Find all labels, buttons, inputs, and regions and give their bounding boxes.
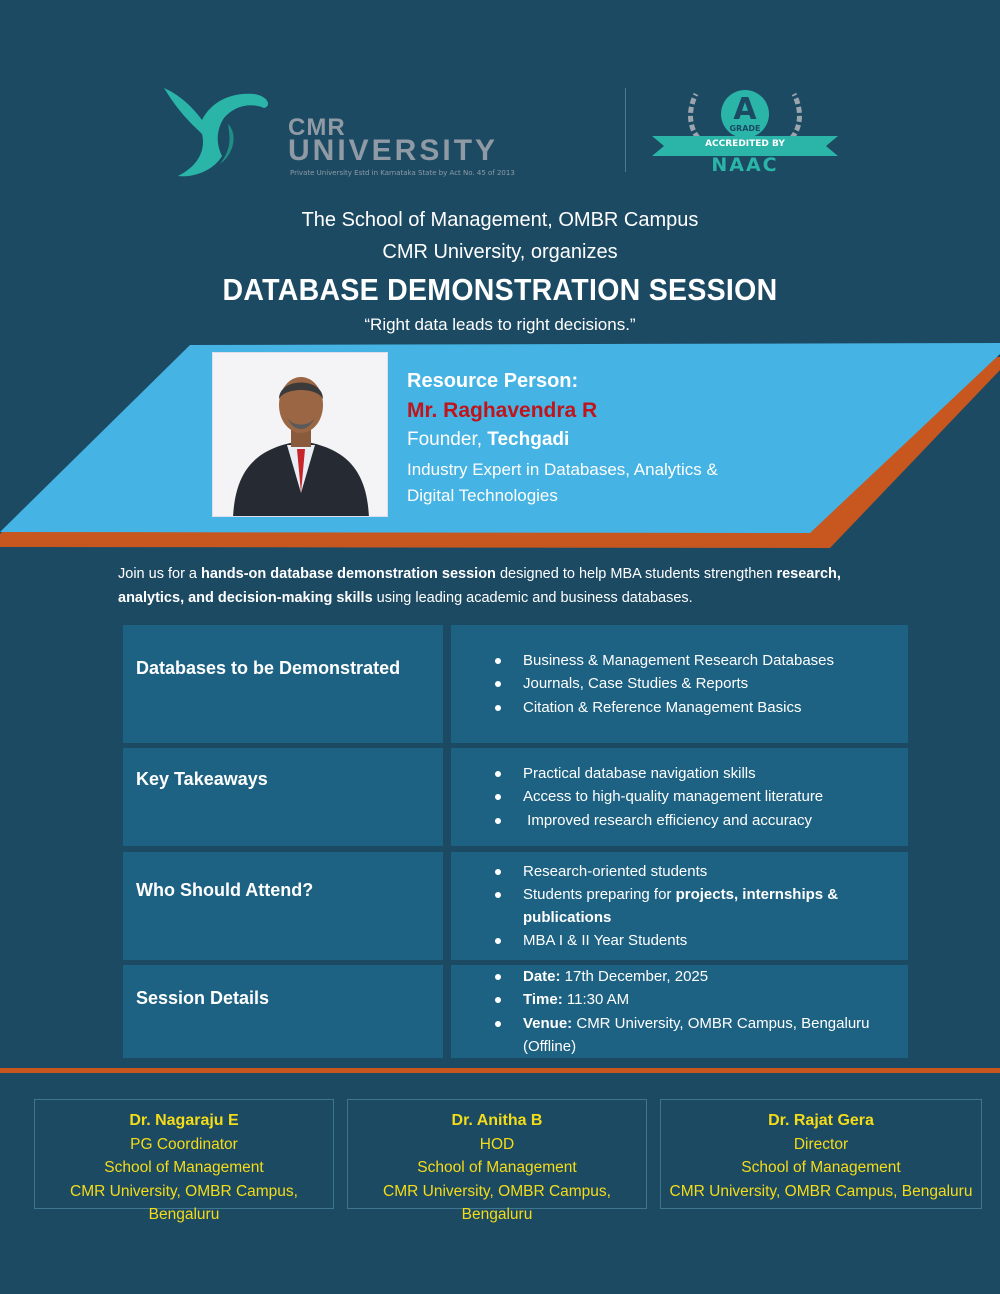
speaker-company: Techgadi (487, 429, 570, 450)
signatory-card (660, 1099, 982, 1209)
signatory-org: CMR University, OMBR Campus, Bengaluru (669, 1182, 973, 1200)
speaker-photo (212, 352, 388, 517)
databases-label: Databases to be Demonstrated (123, 625, 443, 743)
time-value: 11:30 AM (562, 991, 630, 1009)
list-item: Citation & Reference Management Basics (495, 696, 888, 719)
speaker-banner (0, 340, 1000, 550)
takeaways-list (451, 748, 908, 846)
bottom-divider (0, 1068, 1000, 1073)
naac-name: NAAC (711, 154, 779, 176)
list-item: Improved research efficiency and accuracy (495, 809, 888, 832)
time-label: Time: (523, 991, 563, 1009)
session-row (123, 965, 908, 1058)
venue-label: Venue: (523, 1014, 573, 1032)
naac-accredited-label: ACCREDITED BY (705, 139, 785, 149)
intro-text-2: designed to help MBA students strengthen (495, 566, 777, 582)
signatory-dept: School of Management (741, 1159, 901, 1177)
session-label: Session Details (123, 965, 443, 1058)
swan-icon (158, 84, 288, 184)
signatory-title: PG Coordinator (130, 1136, 238, 1153)
signatory-org: CMR University, OMBR Campus, Bengaluru (383, 1182, 611, 1223)
intro-text-3: using leading academic and business databases. (372, 589, 693, 606)
cmr-wordmark-line-1: CMR (288, 114, 346, 141)
signatory-org: CMR University, OMBR Campus, Bengaluru (70, 1182, 298, 1223)
list-item (495, 883, 888, 930)
attend-item-bold: projects, internships & publications (523, 885, 839, 926)
organizer-line-1: The School of Management, OMBR Campus (301, 209, 699, 231)
takeaways-row (123, 748, 908, 846)
organizer-line-2: CMR University, organizes (382, 241, 618, 263)
speaker-role-prefix: Founder, (407, 429, 488, 450)
databases-row (123, 625, 908, 743)
list-item: Journals, Case Studies & Reports (495, 672, 888, 695)
signatory-dept: School of Management (417, 1159, 577, 1177)
attend-row (123, 852, 908, 960)
databases-list (451, 625, 908, 743)
signatory-card (347, 1099, 647, 1223)
naac-grade-letter: A (733, 92, 757, 127)
cmr-tagline: Private University Estd in Karnataka State by Act No. 45 of 2013 (290, 169, 515, 177)
signatory-title: Director (793, 1136, 849, 1153)
speaker-name: Mr. Raghavendra R (407, 399, 598, 422)
resource-person-label: Resource Person: (407, 370, 579, 392)
list-item: Access to high-quality management literature (495, 785, 888, 808)
intro-bold-1: hands-on database demonstration session (201, 566, 496, 582)
session-time (495, 988, 888, 1011)
speaker-expertise: Industry Expert in Databases, Analytics & Digital Technologies (407, 460, 718, 505)
speaker-portrait (213, 353, 388, 517)
date-label: Date: (523, 968, 561, 985)
intro-bold-2: research, analytics, and decision-making skills (118, 566, 841, 606)
logo-area (0, 70, 1000, 190)
naac-logo (650, 84, 840, 184)
intro-paragraph (118, 563, 898, 611)
attend-item-prefix: Students preparing for (523, 885, 676, 903)
signatory-card (34, 1099, 334, 1223)
list-item: MBA I & II Year Students (495, 929, 888, 952)
venue-value: CMR University, OMBR Campus, Bengaluru (Offline) (523, 1014, 870, 1055)
intro-text-1: Join us for a (118, 566, 202, 582)
signatory-name: Dr. Anitha B (451, 1112, 543, 1129)
attend-list (451, 852, 908, 960)
naac-grade-word: GRADE (729, 124, 761, 133)
session-venue (495, 1012, 888, 1059)
cmr-wordmark-line-2: UNIVERSITY (288, 134, 499, 167)
signatory-title: HOD (479, 1136, 515, 1153)
list-item: Practical database navigation skills (495, 762, 888, 785)
date-value: 17th December, 2025 (560, 968, 709, 985)
speaker-role (407, 429, 827, 451)
takeaways-label: Key Takeaways (123, 748, 443, 846)
cmr-university-logo (158, 84, 603, 184)
signatory-name: Dr. Nagaraju E (129, 1112, 239, 1129)
session-list (451, 965, 908, 1058)
list-item: Research-oriented students (495, 860, 888, 883)
logo-divider (625, 88, 626, 172)
list-item: Business & Management Research Databases (495, 649, 888, 672)
attend-label: Who Should Attend? (123, 852, 443, 960)
speaker-details (407, 370, 827, 508)
signatory-name: Dr. Rajat Gera (768, 1112, 874, 1129)
event-title: DATABASE DEMONSTRATION SESSION (222, 272, 778, 307)
event-quote: “Right data leads to right decisions.” (364, 315, 636, 334)
signatory-dept: School of Management (104, 1159, 264, 1177)
session-date (495, 965, 888, 988)
